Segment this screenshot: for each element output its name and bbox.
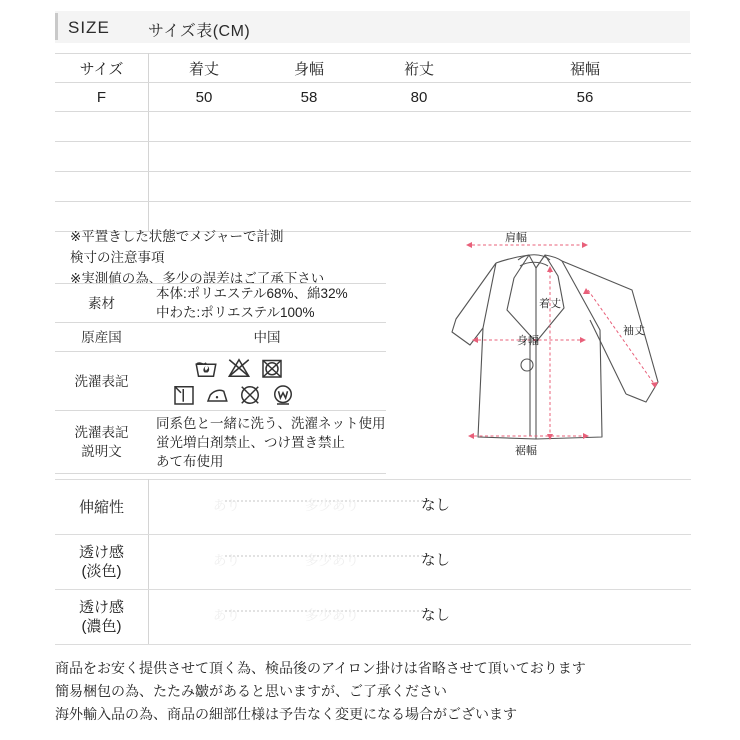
measure-labels <box>505 230 645 457</box>
spec-table <box>55 283 386 474</box>
scale-caption: 多少あり <box>305 608 359 623</box>
garment-diagram <box>450 222 700 467</box>
cell-hem: 56 <box>479 83 691 112</box>
scale-option-nashi[interactable] <box>421 546 450 570</box>
property-row-sheerness-dark <box>55 590 691 645</box>
property-table <box>55 479 690 645</box>
table-row <box>55 83 691 112</box>
size-table <box>55 53 690 232</box>
page-title: サイズ表(CM) <box>148 23 251 40</box>
label-sleeve: 袖丈 <box>623 325 645 337</box>
column-header-hem: 裾幅 <box>479 54 691 83</box>
material-line2: 中わた:ポリエステル100% <box>156 305 315 320</box>
header-accent-bar <box>55 13 58 40</box>
laundry-symbol-row-2 <box>166 383 386 407</box>
spec-value-material <box>148 284 386 323</box>
cell-width: 58 <box>259 83 359 112</box>
wash-text-label-line1: 洗濯表記 <box>74 425 129 440</box>
no-tumble-dry-icon <box>260 356 284 380</box>
measure-note-line2: 検寸の注意事項 <box>70 250 165 265</box>
property-row-stretch <box>55 480 691 535</box>
label-chest: 身幅 <box>517 335 539 347</box>
scale-option-ari[interactable] <box>213 601 240 624</box>
measurement-note <box>70 226 324 289</box>
table-header-row <box>55 54 691 83</box>
cell-length: 50 <box>149 83 260 112</box>
scale-caption: なし <box>421 608 450 624</box>
column-header-length: 着丈 <box>149 54 260 83</box>
spec-value-wash-text <box>148 411 386 474</box>
column-header-size: サイズ <box>55 54 149 83</box>
property-label-stretch <box>55 480 149 535</box>
wash-text-line3: あて布使用 <box>156 453 224 469</box>
table-row-empty <box>55 112 691 142</box>
measure-guides <box>472 245 655 436</box>
cell-sleeve: 80 <box>359 83 479 112</box>
scale-option-nashi[interactable] <box>421 491 450 515</box>
property-label-line1: 透け感 <box>78 544 124 561</box>
wet-clean-icon <box>271 383 295 407</box>
iron-low-icon <box>205 383 229 407</box>
footer-line1: 商品をお安く提供させて頂く為、検品後のアイロン掛けは省略させて頂いております <box>55 660 586 676</box>
spec-label-origin: 原産国 <box>55 323 148 352</box>
scale-option-ari[interactable] <box>213 491 240 514</box>
property-label-line2: (濃色) <box>81 618 122 635</box>
material-line1: 本体:ポリエステル68%、綿32% <box>156 286 348 301</box>
table-row-empty <box>55 172 691 202</box>
label-shoulder: 肩幅 <box>505 232 527 244</box>
drip-dry-shade-icon <box>172 383 196 407</box>
table-row-empty <box>55 142 691 172</box>
laundry-symbol-row-1 <box>166 356 386 380</box>
property-row-sheerness-light <box>55 535 691 590</box>
scale-caption: なし <box>421 498 450 514</box>
spec-row-origin <box>55 323 386 352</box>
footer-line2: 簡易梱包の為、たたみ皺があると思いますが、ご了承ください <box>55 683 447 699</box>
property-label-line2: (淡色) <box>81 563 122 580</box>
wash-text-label-line2: 説明文 <box>81 444 122 459</box>
wash-text-line1: 同系色と一緒に洗う、洗濯ネット使用 <box>156 415 386 431</box>
property-label-line1: 伸縮性 <box>78 498 124 516</box>
scale-option-tashou-ari[interactable] <box>302 601 362 624</box>
spec-row-material <box>55 284 386 323</box>
spec-row-wash-text <box>55 411 386 474</box>
property-scale-stretch <box>149 480 692 535</box>
spec-row-wash-symbols <box>55 352 386 411</box>
footer-line3: 海外輸入品の為、商品の細部仕様は予告なく変更になる場合がございます <box>55 706 517 722</box>
property-scale-sheerness-dark <box>149 590 692 645</box>
scale-caption: あり <box>213 608 240 623</box>
property-label-line1: 透け感 <box>78 599 124 616</box>
scale-caption: あり <box>213 553 240 568</box>
footer-notes <box>55 657 586 726</box>
jacket-outline <box>452 255 658 439</box>
spec-value-wash-symbols <box>148 352 386 411</box>
scale-option-nashi[interactable] <box>421 601 450 625</box>
no-bleach-icon <box>227 356 251 380</box>
scale-caption: なし <box>421 553 450 569</box>
no-dry-clean-icon <box>238 383 262 407</box>
property-label-sheerness-dark <box>55 590 149 645</box>
scale-option-ari[interactable] <box>213 546 240 569</box>
header-size-label: SIZE <box>68 18 110 37</box>
label-hem: 裾幅 <box>515 445 537 457</box>
spec-value-origin: 中国 <box>148 323 386 352</box>
button-icon <box>521 359 533 371</box>
property-scale-sheerness-light <box>149 535 692 590</box>
measure-note-line1: ※平置きした状態でメジャーで計測 <box>70 229 284 244</box>
scale-option-tashou-ari[interactable] <box>302 546 362 569</box>
scale-caption: あり <box>213 498 240 513</box>
wash-tub-icon <box>194 356 218 380</box>
property-label-sheerness-light <box>55 535 149 590</box>
scale-option-tashou-ari[interactable] <box>302 491 362 514</box>
spec-label-wash: 洗濯表記 <box>55 352 148 411</box>
column-header-sleeve: 裄丈 <box>359 54 479 83</box>
wash-text-line2: 蛍光増白剤禁止、つけ置き禁止 <box>156 434 345 450</box>
measure-note-line3: ※実測値の為、多少の誤差はご了承下さい <box>70 271 325 286</box>
spec-label-material: 素材 <box>55 284 148 323</box>
spec-label-wash-text <box>55 411 148 474</box>
laundry-symbol-group <box>156 353 386 410</box>
scale-caption: 多少あり <box>305 553 359 568</box>
column-header-width: 身幅 <box>259 54 359 83</box>
label-length: 着丈 <box>539 298 561 310</box>
scale-caption: 多少あり <box>305 498 359 513</box>
cell-size: F <box>55 83 149 112</box>
